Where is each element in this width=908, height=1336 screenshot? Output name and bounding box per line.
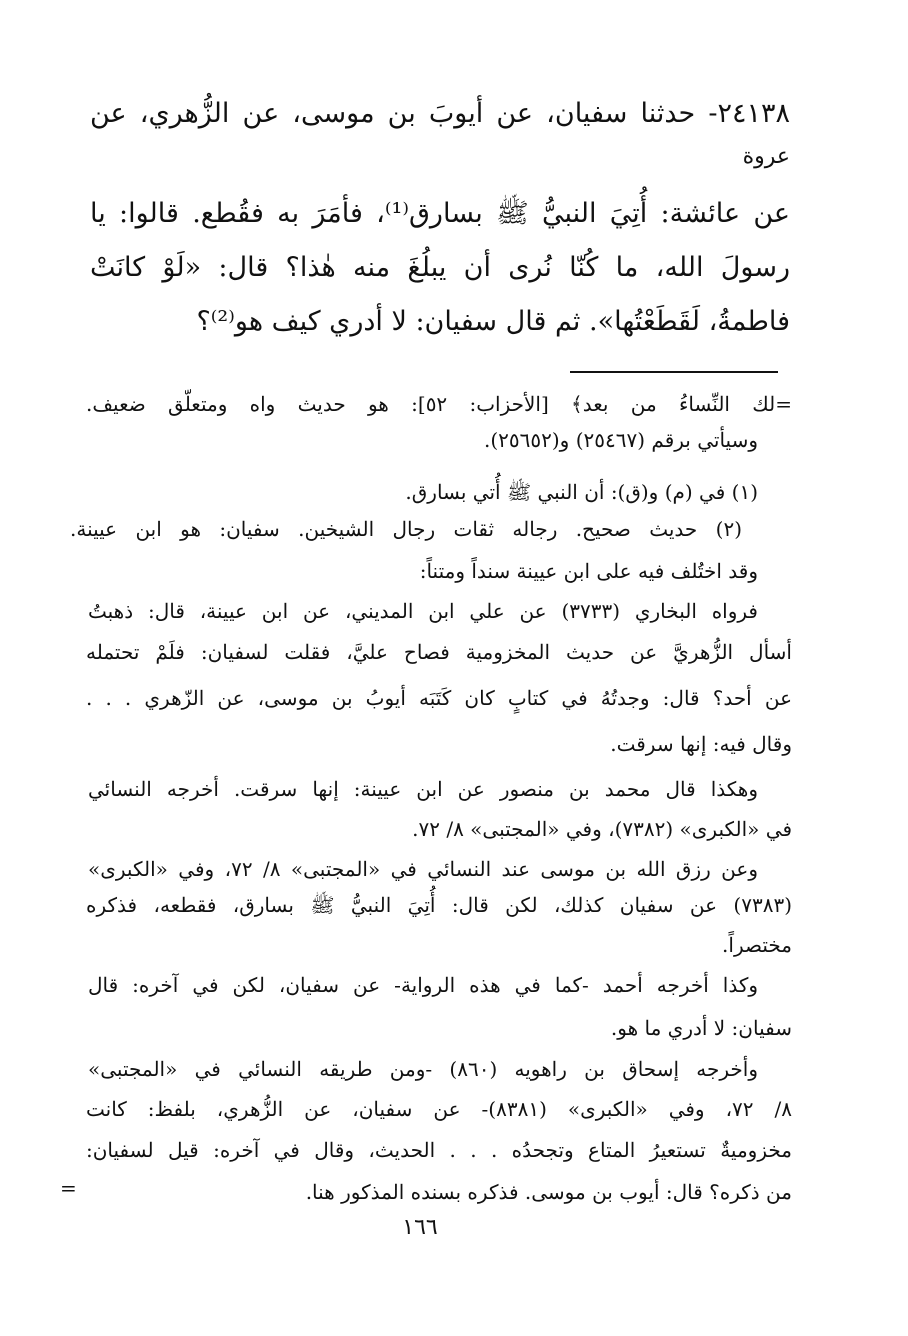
main-line: عن عائشة: أُتِيَ النبيُّ ﷺ بسارق⁽¹⁾، فأمَرَ به فقُطع. قالوا: يا — [90, 198, 790, 229]
footnote-line: وقال فيه: إنها سرقت. — [610, 732, 792, 756]
main-line: عروة — [742, 144, 790, 169]
footnote-line: (٧٣٨٣) عن سفيان كذلك، لكن قال: أُتِيَ النبيُّ ﷺ بسارق، فقطعه، فذكره — [86, 893, 792, 917]
footnote-line: فرواه البخاري (٣٧٣٣) عن علي ابن المديني، عن ابن عيينة، قال: ذهبتُ — [88, 599, 758, 623]
footnote-line: وهكذا قال محمد بن منصور عن ابن عيينة: إنها سرقت. أخرجه النسائي — [88, 777, 758, 801]
page-number: ١٦٦ — [402, 1215, 438, 1240]
continuation-mark: = — [60, 1176, 77, 1200]
footnote-line: وقد اختُلف فيه على ابن عيينة سنداً ومتناً: — [419, 559, 758, 583]
footnote-line: وأخرجه إسحاق بن راهويه (٨٦٠) -ومن طريقه النسائي في «المجتبى» — [88, 1057, 758, 1081]
footnote-line: وعن رزق الله بن موسى عند النسائي في «المجتبى» ٨/ ٧٢، وفي «الكبرى» — [88, 857, 758, 881]
main-line: رسولَ الله، ما كُنّا نُرى أن يبلُغَ منه هٰذا؟ قال: «لَوْ كانَتْ — [90, 252, 790, 283]
footnote-line: في «الكبرى» (٧٣٨٢)، وفي «المجتبى» ٨/ ٧٢. — [412, 817, 792, 841]
main-line: فاطمةُ، لَقَطَعْتُها». ثم قال سفيان: لا أدري كيف هو⁽²⁾؟ — [196, 306, 790, 337]
footnote-line: من ذكره؟ قال: أيوب بن موسى. فذكره بسنده المذكور هنا. — [305, 1180, 792, 1204]
footnote-line: عن أحد؟ قال: وجدتُهُ في كتابٍ كان كَتَبَه أيوبُ بن موسى، عن الزّهري . . . — [86, 686, 793, 710]
footnote-line: أسأل الزُّهريَّ عن حديث المخزومية فصاح عليَّ، فقلت لسفيان: فلَمْ تحتمله — [86, 640, 792, 664]
footnote-line: (٢) حديث صحيح. رجاله ثقات رجال الشيخين. سفيان: هو ابن عيينة. — [70, 517, 742, 541]
footnote-line: ٨/ ٧٢، وفي «الكبرى» (٨٣٨١)- عن سفيان، عن الزُّهري، بلفظ: كانت — [86, 1097, 792, 1121]
footnote-line: مخزوميةٌ تستعيرُ المتاع وتجحدُه . . . الحديث، وقال في آخره: قيل لسفيان: — [86, 1138, 792, 1162]
footnote-line: سفيان: لا أدري ما هو. — [610, 1016, 792, 1040]
footnote-line: مختصراً. — [722, 933, 792, 957]
footnote-line: (١) في (م) و(ق): أن النبي ﷺ أُتي بسارق. — [405, 480, 758, 504]
footnote-separator — [570, 371, 778, 373]
main-line: ٢٤١٣٨- حدثنا سفيان، عن أيوبَ بن موسى، عن الزُّهري، عن — [90, 98, 790, 129]
footnote-line: وكذا أخرجه أحمد -كما في هذه الرواية- عن سفيان، لكن في آخره: قال — [88, 973, 758, 997]
footnote-line: =لك النِّساءُ من بعد﴾ [الأحزاب: ٥٢]: هو حديث واه ومتعلّق ضعيف. — [86, 392, 792, 416]
footnote-line: وسيأتي برقم (٢٥٤٦٧) و(٢٥٦٥٢). — [483, 428, 758, 452]
